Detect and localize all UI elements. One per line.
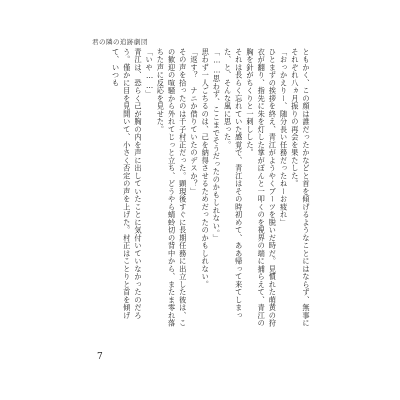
paragraph: 「……思わず、ここまでそうだったのかもしれない。」 bbox=[212, 48, 222, 242]
paragraph: 「いや……」 bbox=[145, 48, 155, 99]
paragraph: 青江は、恐らく己が胸の内を声に出していたことに気付いていなかったのだろう。僅かに目を見開いて、小さく否定の声を上げた。村正はことりと首を傾げて、いつも bbox=[111, 48, 143, 320]
paragraph: 「返す？ ナニか借りていたのデスか？」 bbox=[189, 48, 199, 196]
paragraph: ひとまずの挨拶を終え、青江がようやくブーツを脱いだ時だ。見慣れた萌黄の狩衣が翻り、指先に朱を灯した掌がぽんと一叩くのを視界の端に捕らえて、青江の胸を針がちくりと一刺しした。 bbox=[245, 48, 278, 327]
page-number: 7 bbox=[97, 352, 103, 362]
paragraph: ともかく、この顔は誰だったかなどと首を傾げるようなことにはならず、無事にそれぞれ八ヵ月振りの再会を果たした。 bbox=[290, 48, 311, 327]
paragraph: 「おっかえりー、随分長い任務だったねーお疲れ」 bbox=[279, 48, 289, 227]
paragraph: その声を拾ったのは千子村正だった。顕現後すぐに長期任務に出立した彼は、この歓迎の喧騒から外れてじっと立ち、どうやら蜻蛉切の背中から、またま零れ落ちた声に反応を見せた。 bbox=[156, 48, 188, 327]
paragraph: 思わず一人ごちるのは、己を納得させるためだったのかもしれない。 bbox=[201, 48, 211, 289]
running-head: 君の隣の追跡劇団 bbox=[92, 38, 148, 46]
body-text bbox=[90, 48, 312, 330]
paragraph: それは長らく忘れていた感覚で、青江はその時初めて、ああ帰って来てしまった、と、そんな風に思った。 bbox=[223, 48, 244, 320]
